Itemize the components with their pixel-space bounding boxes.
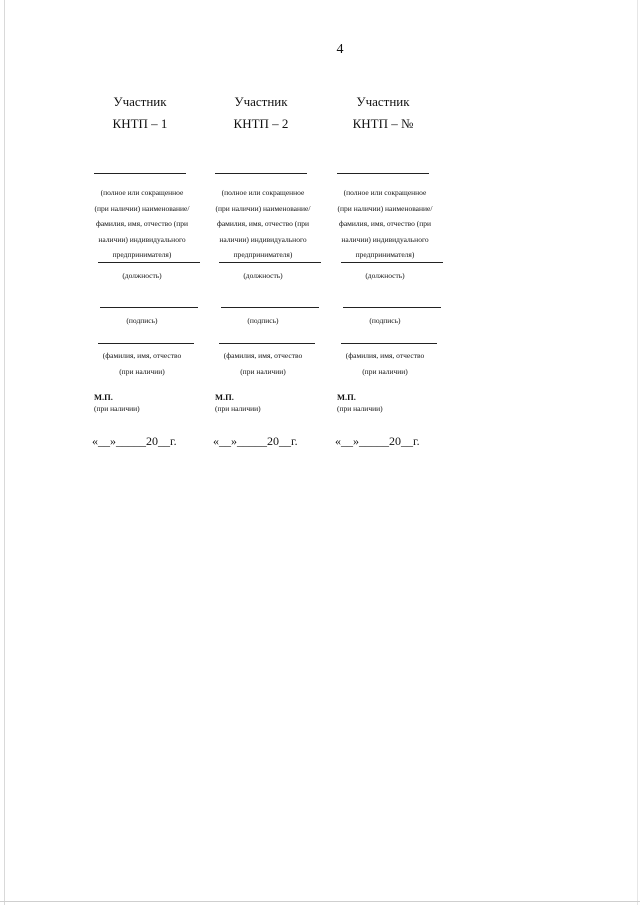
participant-code: КНТП – 1 bbox=[112, 116, 168, 131]
fio-hint-line: (при наличии) bbox=[362, 366, 408, 376]
participant-title: Участник bbox=[234, 94, 288, 109]
name-hint-line: предпринимателя) bbox=[233, 250, 293, 259]
name-line bbox=[215, 173, 307, 174]
signature-hint: (подпись) bbox=[247, 316, 279, 325]
fio-hint-line: (фамилия, имя, отчество bbox=[102, 351, 182, 360]
position-line bbox=[341, 262, 443, 263]
scan-edge-left bbox=[4, 0, 5, 905]
scan-edge-right bbox=[637, 0, 638, 905]
fio-hint-line: (фамилия, имя, отчество bbox=[345, 351, 425, 360]
signature-hint: (подпись) bbox=[126, 316, 158, 325]
date-field: «__»_____20__г. bbox=[335, 434, 420, 448]
fio-line bbox=[341, 343, 437, 344]
participant-block-2 bbox=[201, 0, 321, 905]
name-line bbox=[337, 173, 429, 174]
stamp-note: (при наличии) bbox=[94, 404, 140, 413]
name-hint-line: предпринимателя) bbox=[112, 250, 172, 259]
position-hint: (должность) bbox=[243, 271, 283, 280]
position-hint: (должность) bbox=[365, 271, 405, 280]
participant-code: КНТП – 2 bbox=[233, 116, 289, 131]
page-number: 4 bbox=[336, 42, 344, 57]
name-hint-line: (при наличии) наименование/ bbox=[94, 203, 190, 213]
name-hint-line: фамилия, имя, отчество (при bbox=[338, 219, 432, 228]
name-hint-line: наличии) индивидуального bbox=[98, 234, 186, 244]
participant-block-1 bbox=[80, 0, 200, 905]
position-line bbox=[219, 262, 321, 263]
participant-title: Участник bbox=[113, 94, 167, 109]
name-hint-line: наличии) индивидуального bbox=[219, 234, 307, 244]
stamp-note: (при наличии) bbox=[215, 404, 261, 413]
name-hint-line: наличии) индивидуального bbox=[341, 234, 429, 244]
date-field: «__»_____20__г. bbox=[92, 434, 177, 448]
fio-hint-line: (при наличии) bbox=[119, 366, 165, 376]
position-line bbox=[98, 262, 200, 263]
signature-line bbox=[100, 307, 198, 308]
fio-hint-line: (при наличии) bbox=[240, 366, 286, 376]
fio-hint bbox=[323, 348, 447, 379]
fio-line bbox=[98, 343, 194, 344]
participant-block-3 bbox=[323, 0, 443, 905]
name-hint-line: фамилия, имя, отчество (при bbox=[95, 219, 189, 228]
name-hint-line: (при наличии) наименование/ bbox=[215, 203, 311, 213]
participant-code: КНТП – № bbox=[352, 116, 414, 131]
fio-hint bbox=[80, 348, 204, 379]
fio-hint-line: (фамилия, имя, отчество bbox=[223, 351, 303, 360]
participant-title: Участник bbox=[356, 94, 410, 109]
stamp-label: М.П. bbox=[337, 392, 356, 402]
name-hint bbox=[80, 185, 204, 263]
name-hint-line: фамилия, имя, отчество (при bbox=[216, 219, 310, 228]
name-hint-line: (полное или сокращенное bbox=[221, 188, 305, 197]
name-hint-line: (полное или сокращенное bbox=[100, 188, 184, 197]
position-hint: (должность) bbox=[122, 271, 162, 280]
name-hint-line: предпринимателя) bbox=[355, 250, 415, 259]
name-hint bbox=[323, 185, 447, 263]
fio-line bbox=[219, 343, 315, 344]
stamp-note: (при наличии) bbox=[337, 404, 383, 413]
date-field: «__»_____20__г. bbox=[213, 434, 298, 448]
signature-hint: (подпись) bbox=[369, 316, 401, 325]
stamp-label: М.П. bbox=[215, 392, 234, 402]
signature-line bbox=[221, 307, 319, 308]
name-hint-line: (при наличии) наименование/ bbox=[337, 203, 433, 213]
stamp-label: М.П. bbox=[94, 392, 113, 402]
name-hint bbox=[201, 185, 325, 263]
name-hint-line: (полное или сокращенное bbox=[343, 188, 427, 197]
fio-hint bbox=[201, 348, 325, 379]
signature-line bbox=[343, 307, 441, 308]
name-line bbox=[94, 173, 186, 174]
